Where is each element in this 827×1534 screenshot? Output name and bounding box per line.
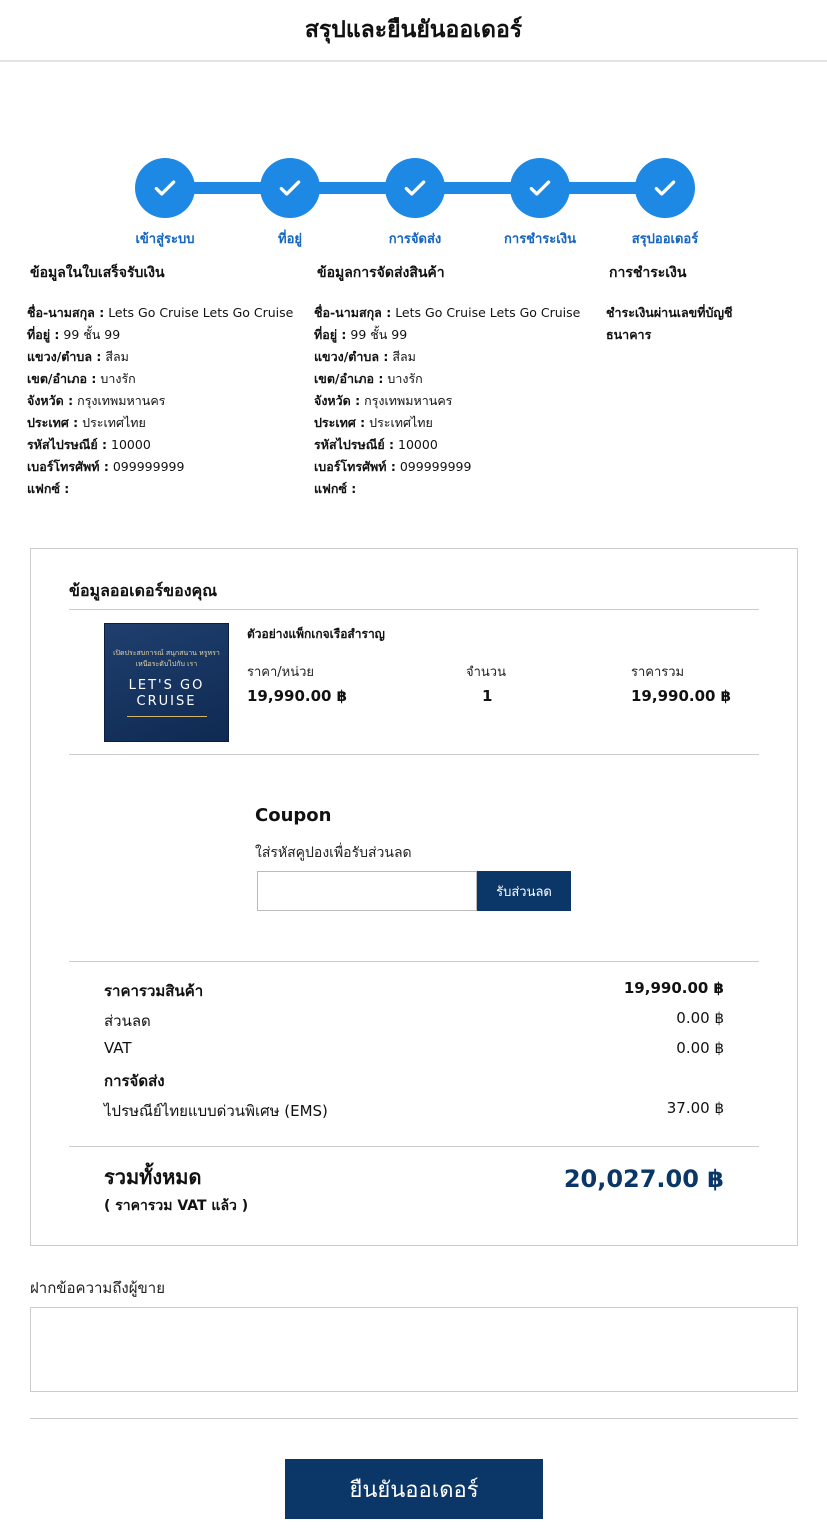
check-icon — [635, 158, 695, 218]
product-image: เปิดประสบการณ์ สนุกสนาน หรูหรา เหนือระดับไปกับ เรา LET'S GO CRUISE — [104, 623, 229, 742]
shipping-row: แขวง/ตำบล : สีลม — [314, 349, 416, 364]
seller-message-input[interactable] — [30, 1307, 798, 1392]
confirm-order-button[interactable]: ยืนยันออเดอร์ — [285, 1459, 543, 1519]
shipping-row: ชื่อ-นามสกุล : Lets Go Cruise Lets Go Cruise — [314, 305, 581, 320]
seller-message-label: ฝากข้อความถึงผู้ขาย — [30, 1279, 165, 1297]
check-icon — [510, 158, 570, 218]
billing-row: รหัสไปรษณีย์ : 10000 — [27, 437, 151, 452]
billing-row: แขวง/ตำบล : สีลม — [27, 349, 129, 364]
vat-row: VAT 0.00 ฿ — [104, 1039, 724, 1057]
check-icon — [135, 158, 195, 218]
step-label: ที่อยู่ — [278, 232, 302, 247]
step-address — [225, 158, 355, 249]
shipping-row: เขต/อำเภอ : บางรัก — [314, 371, 423, 386]
shipping-row: จังหวัด : กรุงเทพมหานคร — [314, 393, 453, 408]
billing-row: ประเทศ : ประเทศไทย — [27, 415, 146, 430]
divider — [69, 754, 759, 755]
payment-method: ชำระเงินผ่านเลขที่บัญชีธนาคาร — [606, 305, 733, 342]
page-header — [0, 0, 827, 62]
unit-price-label: ราคา/หน่วย — [247, 665, 315, 680]
quantity: 1 — [482, 687, 493, 705]
step-summary — [600, 158, 730, 249]
order-title: ข้อมูลออเดอร์ของคุณ — [69, 581, 218, 600]
check-icon — [260, 158, 320, 218]
coupon-title: Coupon — [255, 805, 332, 826]
billing-row: เขต/อำเภอ : บางรัก — [27, 371, 136, 386]
payment-title: การชำระเงิน — [609, 265, 687, 281]
billing-title: ข้อมูลในใบเสร็จรับเงิน — [30, 265, 165, 281]
billing-info — [27, 262, 293, 500]
grand-total-value: 20,027.00 ฿ — [563, 1165, 724, 1193]
line-total: 19,990.00 ฿ — [631, 687, 732, 705]
shipping-row: แฟกซ์ : — [314, 481, 357, 496]
coupon-input[interactable] — [257, 871, 477, 911]
shipping-method-row: ไปรษณีย์ไทยแบบด่วนพิเศษ (EMS) 37.00 ฿ — [104, 1099, 724, 1120]
unit-price: 19,990.00 ฿ — [247, 687, 348, 705]
check-icon — [385, 158, 445, 218]
billing-row: ชื่อ-นามสกุล : Lets Go Cruise Lets Go Cruise — [27, 305, 294, 320]
billing-row: แฟกซ์ : — [27, 481, 70, 496]
step-label: การจัดส่ง — [388, 232, 442, 247]
grand-total-note: ( ราคารวม VAT แล้ว ) — [104, 1198, 249, 1214]
step-label: สรุปออเดอร์ — [631, 232, 699, 247]
product-name: ตัวอย่างแพ็กเกจเรือสำราญ — [247, 627, 385, 641]
subtotal-row: ราคารวมสินค้า 19,990.00 ฿ — [104, 979, 724, 1000]
line-total-label: ราคารวม — [631, 665, 685, 680]
grand-total-label: รวมทั้งหมด — [104, 1165, 202, 1189]
shipping-row: ประเทศ : ประเทศไทย — [314, 415, 433, 430]
billing-row: ที่อยู่ : 99 ชั้น 99 — [27, 327, 121, 342]
divider — [30, 1418, 798, 1419]
qty-label: จำนวน — [466, 665, 506, 680]
checkout-stepper — [0, 62, 827, 252]
divider — [69, 1146, 759, 1147]
step-login — [100, 158, 230, 249]
billing-row: จังหวัด : กรุงเทพมหานคร — [27, 393, 166, 408]
shipping-row: ที่อยู่ : 99 ชั้น 99 — [314, 327, 408, 342]
order-summary-box — [30, 548, 798, 1246]
shipping-row: รหัสไปรษณีย์ : 10000 — [314, 437, 438, 452]
coupon-hint: ใส่รหัสคูปองเพื่อรับส่วนลด — [255, 845, 412, 861]
page-title: สรุปและยืนยันออเดอร์ — [304, 17, 523, 43]
step-shipping — [350, 158, 480, 249]
step-label: การชำระเงิน — [504, 232, 576, 247]
divider — [69, 609, 759, 610]
divider — [69, 961, 759, 962]
payment-info — [606, 262, 776, 346]
shipping-heading-row: การจัดส่ง — [104, 1072, 165, 1090]
billing-row: เบอร์โทรศัพท์ : 099999999 — [27, 459, 185, 474]
apply-coupon-button[interactable]: รับส่วนลด — [477, 871, 571, 911]
discount-row: ส่วนลด 0.00 ฿ — [104, 1009, 724, 1030]
step-payment — [475, 158, 605, 249]
shipping-row: เบอร์โทรศัพท์ : 099999999 — [314, 459, 472, 474]
shipping-info — [314, 262, 580, 500]
shipping-title: ข้อมูลการจัดส่งสินค้า — [317, 265, 445, 281]
step-label: เข้าสู่ระบบ — [135, 232, 195, 247]
